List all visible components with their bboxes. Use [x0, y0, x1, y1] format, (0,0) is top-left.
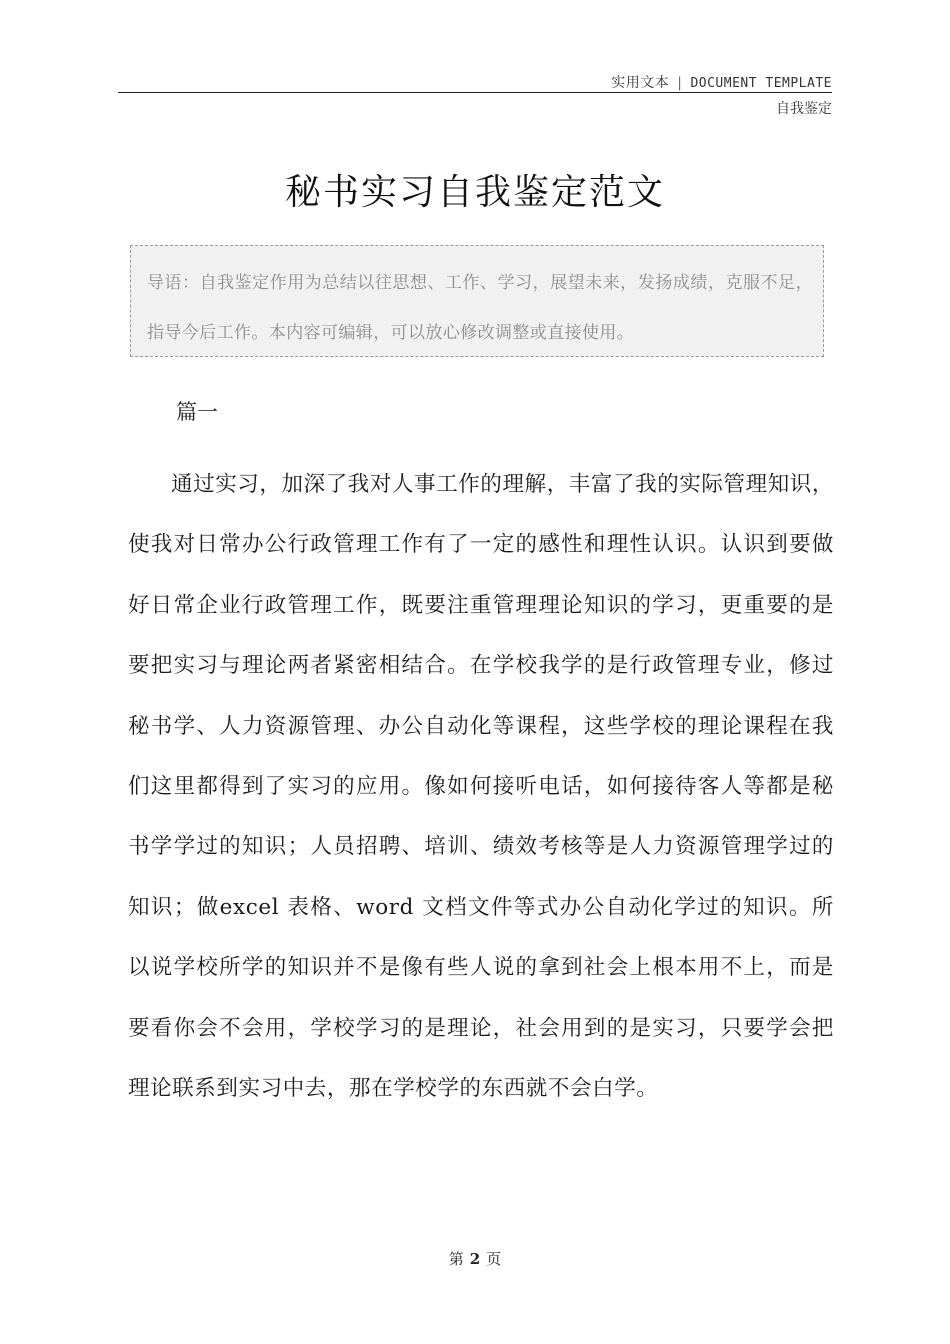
body-paragraph: 通过实习，加深了我对人事工作的理解，丰富了我的实际管理知识，使我对日常办公行政管理工作有了一定的感性和理性认识。认识到要做好日常企业行政管理工作，既要注重管理理论知识的学习，更重要的是要把实习与理论两者紧密相结合。在学校我学的是行政管理专业，修过秘书学、人力资源管理、办公自动化等课程，这些学校的理论课程在我们这里都得到了实习的应用。像如何接听电话，如何接待客人等都是秘书学学过的知识；人员招聘、培训、绩效考核等是人力资源管理学过的知识；做excel 表格、word 文档文件等式办公自动化学过的知识。所以说学校所学的知识并不是像有些人说的拿到社会上根本用不上，而是要看你会不会用，学校学习的是理论，社会用到的是实习，只要学会把理论联系到实习中去，那在学校学的东西就不会白学。 — [128, 472, 835, 1102]
page-number: 2 — [469, 1250, 481, 1268]
header-category: 自我鉴定 — [776, 101, 832, 117]
header-label-en: DOCUMENT TEMPLATE — [690, 76, 832, 91]
footer-prefix: 第 — [448, 1250, 464, 1268]
header-label-cn: 实用文本 — [611, 75, 670, 91]
header-divider — [118, 92, 832, 93]
intro-text: 导语：自我鉴定作用为总结以往思想、工作、学习，展望未来，发扬成绩，克服不足，指导今后工作。本内容可编辑，可以放心修改调整或直接使用。 — [147, 273, 813, 343]
header-separator: | — [677, 75, 683, 91]
header-label — [611, 72, 832, 92]
intro-box — [130, 245, 824, 357]
section-label: 篇一 — [176, 400, 218, 424]
page-footer — [0, 1248, 950, 1269]
document-title: 秘书实习自我鉴定范文 — [284, 172, 665, 213]
footer-suffix: 页 — [486, 1250, 502, 1268]
